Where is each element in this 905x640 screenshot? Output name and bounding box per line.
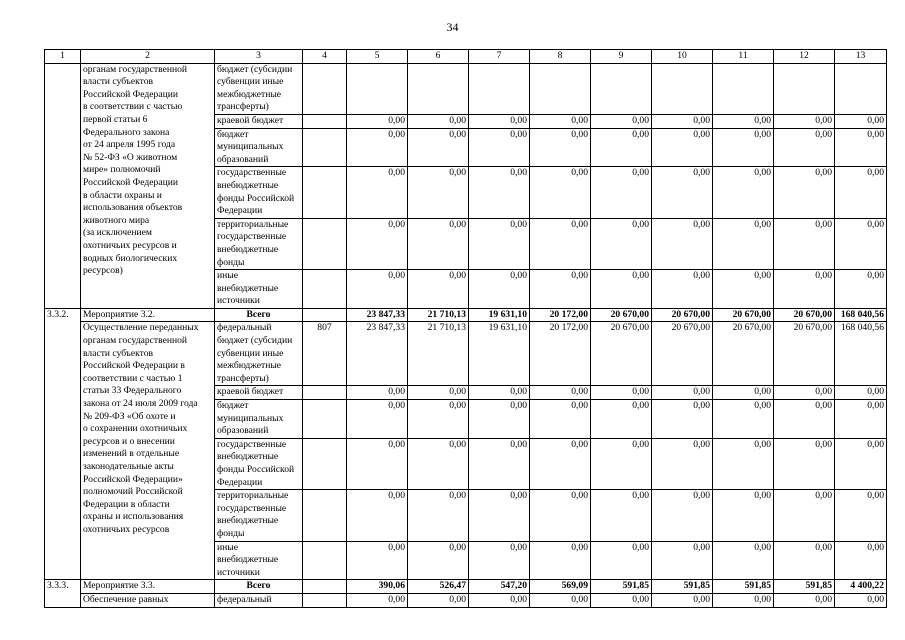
- text-line: муниципальных: [217, 412, 284, 424]
- text-line: фонды Российской: [217, 192, 295, 204]
- value-cell: [408, 63, 469, 114]
- value-cell: 0,00: [713, 128, 774, 167]
- value-cell: 0,00: [408, 128, 469, 167]
- measure-description: [81, 63, 215, 308]
- value-cell: 0,00: [408, 270, 469, 309]
- text-line: соответствии с частью 1: [83, 372, 183, 384]
- column-header: 9: [591, 50, 652, 64]
- value-cell: 0,00: [713, 593, 774, 607]
- value-cell: 0,00: [469, 438, 530, 489]
- total-value-cell: 591,85: [713, 580, 774, 594]
- value-cell: [713, 63, 774, 114]
- text-line: водных биологических: [83, 252, 178, 264]
- column-header: 6: [408, 50, 469, 64]
- funding-source-cell: [215, 128, 303, 167]
- measure-number: 3.3.3.: [45, 580, 81, 607]
- funding-source-cell: [215, 386, 303, 400]
- value-cell: 0,00: [774, 400, 835, 439]
- text-line: бюджет (субсидии: [217, 335, 293, 347]
- column-header: 3: [215, 50, 303, 64]
- value-cell: 0,00: [713, 490, 774, 541]
- value-cell: 0,00: [347, 114, 408, 128]
- value-cell: 0,00: [774, 128, 835, 167]
- measure-number: [45, 63, 81, 308]
- column-header: 1: [45, 50, 81, 64]
- value-cell: 0,00: [347, 270, 408, 309]
- value-cell: 0,00: [408, 490, 469, 541]
- text-line: органам государственной: [83, 335, 188, 347]
- value-cell: 0,00: [347, 490, 408, 541]
- text-line: фонды: [217, 256, 245, 268]
- value-cell: 0,00: [347, 438, 408, 489]
- value-cell: 0,00: [591, 438, 652, 489]
- code-cell: [303, 386, 347, 400]
- value-cell: 0,00: [774, 114, 835, 128]
- text-line: Федерального закона: [83, 126, 170, 138]
- funding-row: [45, 63, 887, 114]
- value-cell: 0,00: [530, 438, 591, 489]
- total-value-cell: 20 172,00: [530, 308, 591, 322]
- code-cell: [303, 218, 347, 269]
- funding-row: [45, 322, 887, 386]
- column-header: 13: [835, 50, 887, 64]
- text-line: территориальные: [217, 490, 289, 502]
- total-value-cell: 20 670,00: [652, 308, 713, 322]
- text-line: внебюджетные: [217, 282, 279, 294]
- value-cell: 20 670,00: [713, 322, 774, 386]
- value-cell: 0,00: [408, 167, 469, 218]
- text-line: Осуществление переданных: [83, 322, 199, 334]
- total-value-cell: 390,06: [347, 580, 408, 594]
- text-line: государственные: [217, 502, 287, 514]
- value-cell: 0,00: [591, 128, 652, 167]
- text-line: о сохранении охотничьих: [83, 423, 188, 435]
- value-cell: [469, 63, 530, 114]
- value-cell: 0,00: [652, 167, 713, 218]
- total-value-cell: 591,85: [591, 580, 652, 594]
- value-cell: 0,00: [530, 593, 591, 607]
- funding-source-cell: [215, 400, 303, 439]
- value-cell: 0,00: [530, 386, 591, 400]
- total-value-cell: 20 670,00: [774, 308, 835, 322]
- text-line: использования объектов: [83, 202, 183, 214]
- value-cell: 0,00: [408, 593, 469, 607]
- code-cell: [303, 580, 347, 594]
- value-cell: 0,00: [713, 541, 774, 580]
- total-value-cell: 526,47: [408, 580, 469, 594]
- code-cell: [303, 541, 347, 580]
- funding-source-cell: [215, 322, 303, 386]
- value-cell: 0,00: [469, 218, 530, 269]
- value-cell: 0,00: [347, 167, 408, 218]
- value-cell: 0,00: [774, 386, 835, 400]
- value-cell: 0,00: [835, 114, 887, 128]
- text-line: Федерации: [217, 476, 263, 488]
- total-value-cell: 19 631,10: [469, 308, 530, 322]
- text-line: территориальные: [217, 218, 289, 230]
- text-line: иные: [217, 270, 238, 282]
- code-cell: [303, 114, 347, 128]
- value-cell: 0,00: [835, 218, 887, 269]
- header-row: [45, 50, 887, 64]
- value-cell: 0,00: [408, 114, 469, 128]
- text-line: бюджет (субсидии: [217, 63, 293, 75]
- text-line: краевой бюджет: [217, 114, 284, 126]
- text-line: Российской Федерации в: [83, 360, 185, 372]
- value-cell: [347, 63, 408, 114]
- text-line: субвенции иные: [217, 76, 284, 88]
- value-cell: 0,00: [408, 218, 469, 269]
- value-cell: 0,00: [774, 270, 835, 309]
- code-cell: [303, 400, 347, 439]
- value-cell: 0,00: [774, 541, 835, 580]
- value-cell: 20 670,00: [774, 322, 835, 386]
- value-cell: 0,00: [469, 114, 530, 128]
- value-cell: 0,00: [469, 386, 530, 400]
- value-cell: 0,00: [347, 128, 408, 167]
- total-value-cell: 20 670,00: [591, 308, 652, 322]
- value-cell: 0,00: [652, 438, 713, 489]
- total-row: [45, 580, 887, 594]
- text-line: муниципальных: [217, 141, 284, 153]
- text-line: государственные: [217, 167, 287, 179]
- code-cell: [303, 438, 347, 489]
- value-cell: 0,00: [530, 167, 591, 218]
- value-cell: 0,00: [347, 593, 408, 607]
- value-cell: 0,00: [774, 490, 835, 541]
- value-cell: 0,00: [835, 400, 887, 439]
- column-header: 4: [303, 50, 347, 64]
- value-cell: 0,00: [591, 400, 652, 439]
- total-value-cell: 591,85: [652, 580, 713, 594]
- value-cell: 0,00: [713, 218, 774, 269]
- text-line: Российской Федерации: [83, 88, 178, 100]
- value-cell: 0,00: [652, 218, 713, 269]
- text-line: Федерации в области: [83, 498, 170, 510]
- text-line: краевой бюджет: [217, 386, 284, 398]
- text-line: Обеспечение равных: [83, 593, 169, 605]
- text-line: внебюджетные: [217, 179, 279, 191]
- total-value-cell: 20 670,00: [713, 308, 774, 322]
- value-cell: 0,00: [408, 541, 469, 580]
- value-cell: 0,00: [835, 541, 887, 580]
- value-cell: [530, 63, 591, 114]
- text-line: ресурсов): [83, 265, 123, 277]
- total-value-cell: 591,85: [774, 580, 835, 594]
- value-cell: 168 040,56: [835, 322, 887, 386]
- column-header: 5: [347, 50, 408, 64]
- value-cell: [835, 63, 887, 114]
- text-line: мире» полномочий: [83, 164, 161, 176]
- value-cell: 0,00: [652, 270, 713, 309]
- column-header: 2: [81, 50, 215, 64]
- value-cell: 0,00: [652, 128, 713, 167]
- value-cell: 0,00: [713, 400, 774, 439]
- text-line: трансферты): [217, 372, 269, 384]
- text-line: межбюджетные: [217, 88, 282, 100]
- value-cell: 20 670,00: [591, 322, 652, 386]
- value-cell: 0,00: [591, 114, 652, 128]
- text-line: внебюджетные: [217, 451, 279, 463]
- value-cell: 20 670,00: [652, 322, 713, 386]
- funding-source-cell: [215, 593, 303, 607]
- value-cell: 0,00: [530, 218, 591, 269]
- text-line: полномочий Российской: [83, 486, 183, 498]
- value-cell: 0,00: [713, 167, 774, 218]
- value-cell: 0,00: [469, 490, 530, 541]
- value-cell: [652, 63, 713, 114]
- value-cell: 23 847,33: [347, 322, 408, 386]
- value-cell: 0,00: [591, 490, 652, 541]
- text-line: Российской Федерации: [83, 176, 178, 188]
- value-cell: 0,00: [774, 593, 835, 607]
- column-header: 12: [774, 50, 835, 64]
- text-line: Российской Федерации»: [83, 473, 183, 485]
- funding-source-cell: [215, 541, 303, 580]
- text-line: источники: [217, 295, 260, 307]
- value-cell: 0,00: [469, 270, 530, 309]
- text-line: внебюджетные: [217, 554, 279, 566]
- value-cell: 0,00: [652, 593, 713, 607]
- funding-source-cell: [215, 167, 303, 218]
- value-cell: 0,00: [408, 438, 469, 489]
- measure-description: [81, 593, 215, 607]
- value-cell: 0,00: [713, 114, 774, 128]
- code-cell: [303, 308, 347, 322]
- column-header: 11: [713, 50, 774, 64]
- measure-title: Мероприятие 3.2.: [81, 308, 215, 322]
- text-line: в соответствии с частью: [83, 101, 183, 113]
- value-cell: 0,00: [652, 541, 713, 580]
- funding-row: [45, 593, 887, 607]
- text-line: внебюджетные: [217, 515, 279, 527]
- column-header: 10: [652, 50, 713, 64]
- text-line: субвенции иные: [217, 347, 284, 359]
- value-cell: 0,00: [347, 386, 408, 400]
- value-cell: [591, 63, 652, 114]
- total-value-cell: 23 847,33: [347, 308, 408, 322]
- value-cell: 0,00: [774, 167, 835, 218]
- value-cell: 0,00: [591, 593, 652, 607]
- text-line: в области охраны и: [83, 189, 162, 201]
- total-value-cell: 21 710,13: [408, 308, 469, 322]
- value-cell: 0,00: [713, 386, 774, 400]
- text-line: № 209-ФЗ «Об охоте и: [83, 410, 176, 422]
- value-cell: 0,00: [591, 270, 652, 309]
- code-cell: [303, 63, 347, 114]
- code-cell: [303, 490, 347, 541]
- funding-source-cell: [215, 270, 303, 309]
- value-cell: 0,00: [835, 386, 887, 400]
- value-cell: 21 710,13: [408, 322, 469, 386]
- code-cell: [303, 128, 347, 167]
- total-value-cell: 569,09: [530, 580, 591, 594]
- value-cell: 0,00: [835, 490, 887, 541]
- text-line: источники: [217, 566, 260, 578]
- text-line: федеральный: [217, 593, 272, 605]
- text-line: образований: [217, 425, 269, 437]
- text-line: от 24 апреля 1995 года: [83, 139, 176, 151]
- total-row: [45, 308, 887, 322]
- value-cell: [774, 63, 835, 114]
- text-line: Федерации: [217, 205, 263, 217]
- value-cell: 0,00: [835, 593, 887, 607]
- column-header: 8: [530, 50, 591, 64]
- text-line: первой статьи 6: [83, 113, 148, 125]
- text-line: бюджет: [217, 128, 249, 140]
- text-line: охраны и использования: [83, 511, 184, 523]
- funding-source-cell: [215, 438, 303, 489]
- value-cell: 0,00: [835, 270, 887, 309]
- text-line: власти субъектов: [83, 347, 154, 359]
- value-cell: 0,00: [469, 400, 530, 439]
- text-line: № 52-ФЗ «О животном: [83, 151, 178, 163]
- value-cell: 0,00: [469, 167, 530, 218]
- value-cell: 0,00: [469, 593, 530, 607]
- value-cell: 0,00: [591, 386, 652, 400]
- text-line: фонды: [217, 527, 245, 539]
- value-cell: 0,00: [469, 541, 530, 580]
- value-cell: 0,00: [408, 400, 469, 439]
- value-cell: 0,00: [347, 218, 408, 269]
- code-cell: [303, 270, 347, 309]
- value-cell: 0,00: [652, 490, 713, 541]
- value-cell: 19 631,10: [469, 322, 530, 386]
- text-line: фонды Российской: [217, 464, 295, 475]
- total-value-cell: 4 400,22: [835, 580, 887, 594]
- value-cell: 0,00: [530, 400, 591, 439]
- value-cell: 0,00: [774, 438, 835, 489]
- text-line: межбюджетные: [217, 360, 282, 372]
- measure-description: [81, 322, 215, 580]
- text-line: изменений в отдельные: [83, 448, 180, 460]
- value-cell: 0,00: [591, 541, 652, 580]
- text-line: федеральный: [217, 322, 272, 334]
- text-line: внебюджетные: [217, 243, 279, 255]
- value-cell: 0,00: [530, 490, 591, 541]
- value-cell: 0,00: [774, 218, 835, 269]
- text-line: животного мира: [83, 214, 150, 226]
- budget-table: [44, 49, 887, 608]
- value-cell: 0,00: [591, 167, 652, 218]
- funding-source-cell: [215, 218, 303, 269]
- text-line: бюджет: [217, 400, 249, 412]
- text-line: закона от 24 июля 2009 года: [83, 398, 198, 410]
- value-cell: 0,00: [591, 218, 652, 269]
- value-cell: 0,00: [530, 114, 591, 128]
- funding-source-cell: [215, 63, 303, 114]
- text-line: государственные: [217, 438, 287, 450]
- text-line: законодательные акты: [83, 461, 174, 472]
- value-cell: 0,00: [530, 270, 591, 309]
- measure-number: 3.3.2.: [45, 308, 81, 579]
- value-cell: 0,00: [713, 270, 774, 309]
- text-line: статьи 33 Федерального: [83, 385, 182, 397]
- value-cell: 0,00: [652, 400, 713, 439]
- text-line: органам государственной: [83, 63, 188, 75]
- total-label: Всего: [215, 308, 303, 322]
- page-number: 34: [446, 20, 459, 34]
- value-cell: 0,00: [835, 167, 887, 218]
- value-cell: 0,00: [469, 128, 530, 167]
- value-cell: 20 172,00: [530, 322, 591, 386]
- text-line: трансферты): [217, 101, 269, 113]
- value-cell: 0,00: [408, 386, 469, 400]
- code-cell: [303, 593, 347, 607]
- text-line: иные: [217, 541, 238, 553]
- column-header: 7: [469, 50, 530, 64]
- value-cell: 0,00: [530, 541, 591, 580]
- text-line: образований: [217, 153, 269, 165]
- text-line: охотничьих ресурсов: [83, 523, 170, 535]
- funding-source-cell: [215, 114, 303, 128]
- text-line: охотничьих ресурсов и: [83, 239, 177, 251]
- funding-source-cell: [215, 490, 303, 541]
- value-cell: 0,00: [713, 438, 774, 489]
- text-line: власти субъектов: [83, 76, 154, 88]
- code-cell: [303, 167, 347, 218]
- text-line: ресурсов и о внесении: [83, 435, 175, 447]
- value-cell: 0,00: [835, 438, 887, 489]
- text-line: (за исключением: [83, 227, 152, 239]
- measure-title: Мероприятие 3.3.: [81, 580, 215, 594]
- value-cell: 0,00: [347, 541, 408, 580]
- value-cell: 0,00: [347, 400, 408, 439]
- value-cell: 0,00: [652, 386, 713, 400]
- code-cell: 807: [303, 322, 347, 386]
- total-label: Всего: [215, 580, 303, 594]
- value-cell: 0,00: [530, 128, 591, 167]
- value-cell: 0,00: [652, 114, 713, 128]
- text-line: государственные: [217, 231, 287, 243]
- total-value-cell: 168 040,56: [835, 308, 887, 322]
- total-value-cell: 547,20: [469, 580, 530, 594]
- value-cell: 0,00: [835, 128, 887, 167]
